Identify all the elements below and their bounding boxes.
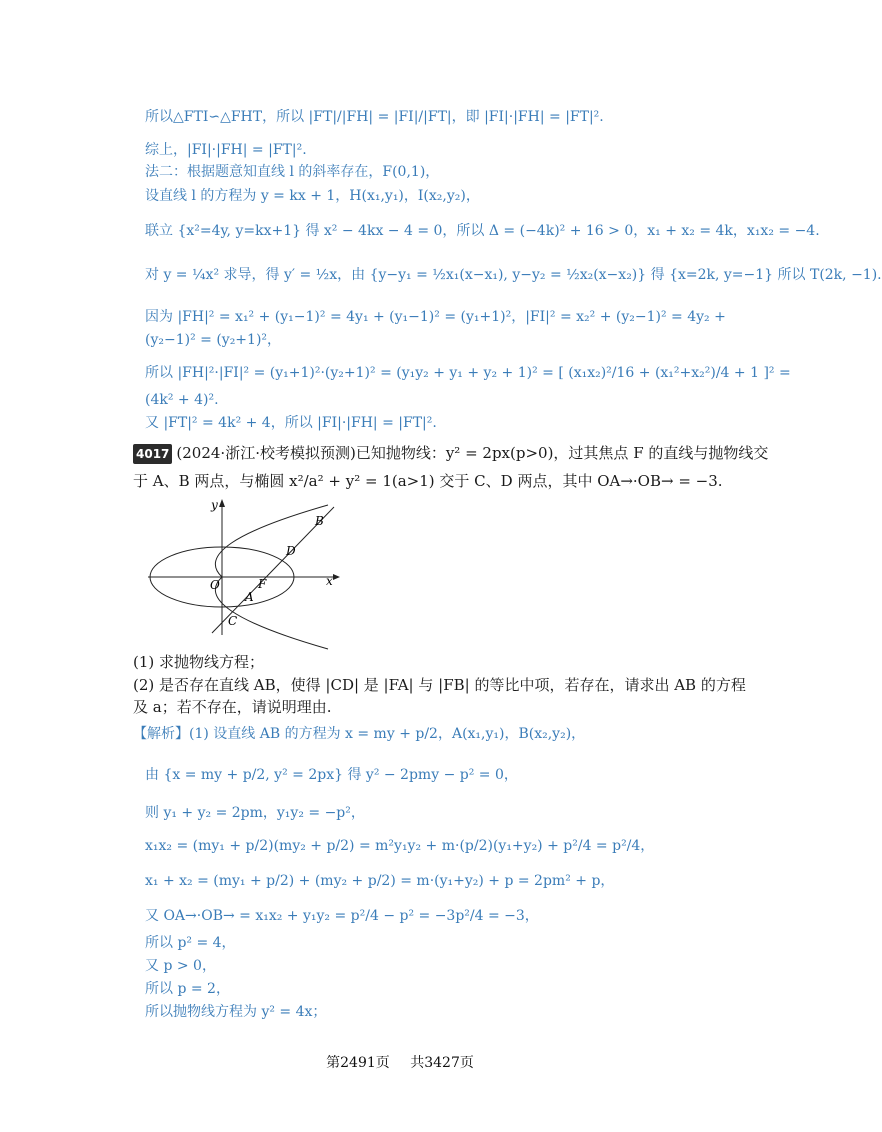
y-axis-arrow xyxy=(219,499,225,507)
problem-line-2: 于 A、B 两点，与椭圆 x²/a² + y² = 1(a>1) 交于 C、D 两点，其中 OA→·OB→ = −3. xyxy=(133,472,723,490)
problem-line-1 xyxy=(133,444,768,464)
analysis-line: x₁x₂ = (my₁ + p/2)(my₂ + p/2) = m²y₁y₂ + m·(p/2)(y₁+y₂) + p²/4 = p²/4， xyxy=(145,838,655,854)
analysis-line: x₁ + x₂ = (my₁ + p/2) + (my₂ + p/2) = m·(y₁+y₂) + p = 2pm² + p， xyxy=(145,873,615,889)
solution-line: 综上，|FI|·|FH| = |FT|². xyxy=(145,142,307,158)
label-y: y xyxy=(211,498,218,512)
analysis-line xyxy=(133,725,585,743)
label-a: A xyxy=(245,590,254,604)
analysis-line: 所以 p² = 4， xyxy=(145,935,236,951)
solution-line: 所以 |FH|²·|FI|² = (y₁+1)²·(y₂+1)² = (y₁y₂ + y₁ + y₂ + 1)² = [ (x₁x₂)²/16 + (x₁²+x₂²)/4 + 1 ]² = xyxy=(145,365,791,381)
solution-line: 对 y = ¼x² 求导，得 y′ = ½x，由 {y−y₁ = ½x₁(x−x₁), y−y₂ = ½x₂(x−x₂)} 得 {x=2k, y=−1} 所以 T(2k, −1). xyxy=(145,267,882,283)
label-c: C xyxy=(228,614,238,628)
question-2: (2) 是否存在直线 AB，使得 |CD| 是 |FA| 与 |FB| 的等比中项，若存在，请求出 AB 的方程 xyxy=(133,676,746,694)
label-f: F xyxy=(258,577,267,591)
solution-line: 因为 |FH|² = x₁² + (y₁−1)² = 4y₁ + (y₁−1)² = (y₁+1)²，|FI|² = x₂² + (y₂−1)² = 4y₂ + xyxy=(145,309,726,325)
label-b: B xyxy=(315,514,324,528)
analysis-line: 又 OA→·OB→ = x₁x₂ + y₁y₂ = p²/4 − p² = −3p²/4 = −3， xyxy=(145,908,539,924)
question-1: (1) 求抛物线方程； xyxy=(133,653,265,671)
analysis-text: (1) 设直线 AB 的方程为 x = my + p/2，A(x₁,y₁)，B(x₂,y₂)， xyxy=(189,726,586,742)
solution-line: 法二：根据题意知直线 l 的斜率存在，F(0,1)， xyxy=(145,164,440,180)
problem-text: (2024·浙江·校考模拟预测)已知抛物线：y² = 2px(p>0)，过其焦点 F 的直线与抛物线交 xyxy=(176,444,769,462)
analysis-line: 则 y₁ + y₂ = 2pm，y₁y₂ = −p²， xyxy=(145,805,365,821)
label-d: D xyxy=(286,544,296,558)
label-o: O xyxy=(210,578,220,592)
analysis-line: 又 p > 0， xyxy=(145,958,216,974)
page-footer xyxy=(0,1052,800,1072)
solution-line: 所以△FTI∽△FHT，所以 |FT|/|FH| = |FI|/|FT|，即 |FI|·|FH| = |FT|². xyxy=(145,109,604,125)
solution-line: (y₂−1)² = (y₂+1)²， xyxy=(145,332,282,348)
question-2-cont: 及 a；若不存在，请说明理由. xyxy=(133,698,332,716)
analysis-line: 所以抛物线方程为 y² = 4x； xyxy=(145,1004,327,1020)
label-x: x xyxy=(326,574,333,588)
problem-number-badge: 4017 xyxy=(133,444,172,464)
x-axis-arrow xyxy=(333,574,340,580)
analysis-heading: 【解析】 xyxy=(133,726,189,742)
analysis-line: 所以 p = 2， xyxy=(145,981,230,997)
solution-line: 联立 {x²=4y, y=kx+1} 得 x² − 4kx − 4 = 0，所以 Δ = (−4k)² + 16 > 0，x₁ + x₂ = 4k，x₁x₂ = −4. xyxy=(145,223,820,239)
solution-line: 设直线 l 的方程为 y = kx + 1，H(x₁,y₁)，I(x₂,y₂)， xyxy=(145,188,480,204)
page-number: 第2491页 xyxy=(326,1055,390,1071)
solution-line: 又 |FT|² = 4k² + 4，所以 |FI|·|FH| = |FT|². xyxy=(145,415,437,431)
analysis-line: 由 {x = my + p/2, y² = 2px} 得 y² − 2pmy − p² = 0， xyxy=(145,767,518,783)
solution-line: (4k² + 4)². xyxy=(145,392,219,408)
page-total: 共3427页 xyxy=(410,1055,474,1071)
parabola-ellipse-figure xyxy=(148,497,348,637)
